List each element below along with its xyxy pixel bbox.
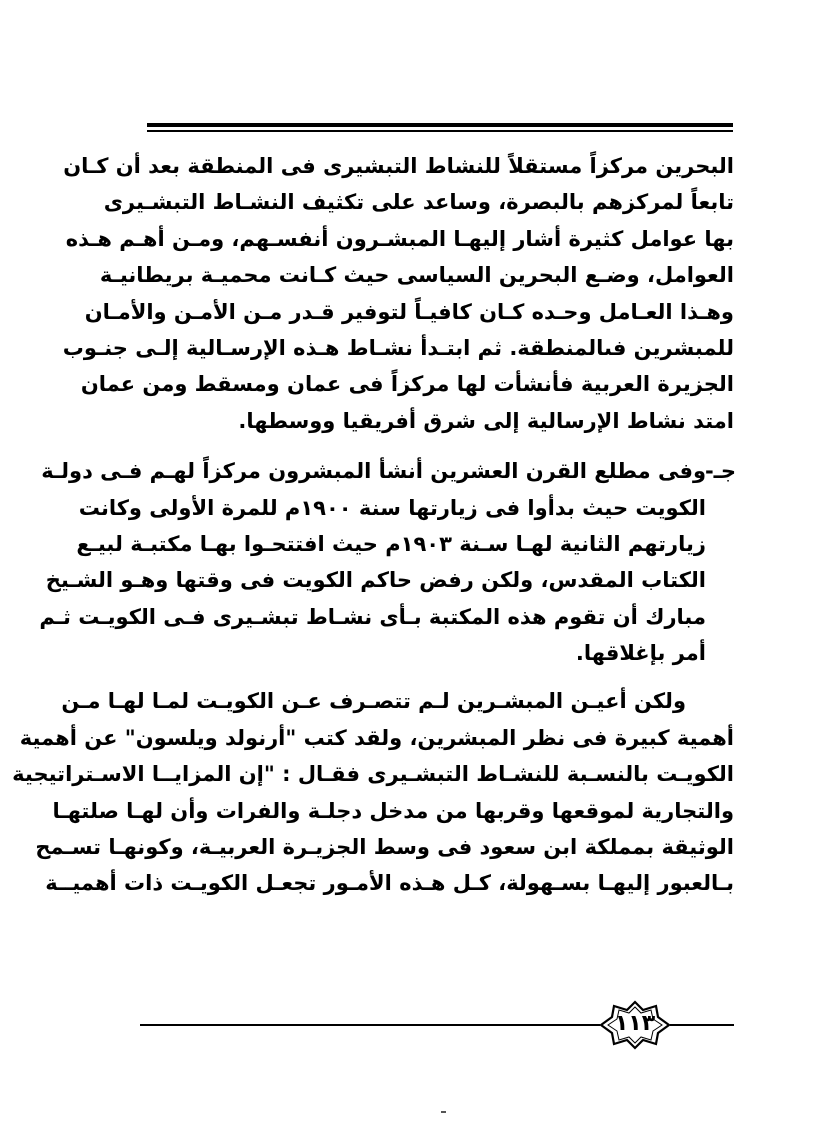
body-text [12, 148, 736, 902]
text-line: وهـذا العـامل وحـده كـان كافيـاً لتوفير قـدر مـن الأمـن والأمـان [84, 299, 734, 324]
text-line: امتد نشاط الإرسالية إلى شرق أفريقيا ووسطها. [238, 408, 734, 433]
text-line: العوامل، وضـع البحرين السياسى حيث كـانت محميـة بريطانيـة [99, 263, 734, 288]
header-rule-thin [147, 130, 733, 132]
text-line: بـالعبور إليهـا بسـهولة، كـل هـذه الأمـور تجعـل الكويـت ذات أهميــة [45, 871, 734, 896]
text-line: الجزيرة العربية فأنشأت لها مركزاً فى عمان ومسقط ومن عمان [80, 372, 734, 397]
text-line: وفى مطلع القرن العشرين أنشأ المبشرون مركزاً لهـم فـى دولـة [41, 459, 706, 484]
scan-speck [441, 1111, 446, 1113]
footer-rule-left [140, 1024, 600, 1026]
text-line: الكتاب المقدس، ولكن رفض حاكم الكويت فى وقتها وهـو الشـيخ [45, 568, 706, 593]
text-line: الكويت حيث بدأوا فى زيارتها سنة ١٩٠٠م للمرة الأولى وكانت [78, 495, 706, 520]
text-line: البحرين مركزاً مستقلاً للنشاط التبشيرى فى المنطقة بعد أن كـان [63, 154, 734, 178]
footer-rule-right [670, 1024, 734, 1026]
text-line: أهمية كبيرة فى نظر المبشرين، ولقد كتب "أرنولد ويلسون" عن أهمية [19, 725, 734, 750]
text-line: تابعاً لمركزهم بالبصرة، وساعد على تكثيف النشـاط التبشـيرى [103, 190, 734, 215]
header-double-rule [147, 123, 733, 133]
page-number: ١١٣ [614, 1011, 656, 1036]
paragraph-3 [12, 683, 734, 901]
text-line: أمر بإغلاقها. [575, 641, 706, 666]
text-line: مبارك أن تقوم هذه المكتبة بـأى نشـاط تبشـيرى فـى الكويـت ثـم [39, 604, 706, 629]
text-line: والتجارية لموقعها وقربها من مدخل دجلـة والفرات وأن لهـا صلتهـا [52, 798, 734, 823]
text-line: زيارتهم الثانية لهـا سـنة ١٩٠٣م حيث افتتحـوا بهـا مكتبـة لبيـع [76, 531, 706, 556]
page-footer [140, 1000, 734, 1050]
text-line: ولكن أعيـن المبشـرين لـم تتصـرف عـن الكويـت لمـا لهـا مـن [61, 689, 686, 714]
paragraph-1 [62, 148, 734, 439]
list-marker: جـ- [704, 459, 736, 484]
text-line: الوثيقة بمملكة ابن سعود فى وسط الجزيـرة العربيـة، وكونهـا تسـمح [35, 835, 734, 860]
page-number-badge [598, 1000, 672, 1050]
text-line: الكويـت بالنسـبة للنشـاط التبشـيرى فقـال : "إن المزايــا الاسـتراتيجية [12, 762, 734, 787]
header-rule-thick [147, 123, 733, 127]
text-line: بها عوامل كثيرة أشار إليهـا المبشـرون أنفسـهم، ومـن أهـم هـذه [65, 226, 734, 251]
paragraph-2 [39, 453, 736, 671]
text-line: للمبشرين فىالمنطقة. ثم ابتـدأ نشـاط هـذه الإرسـالية إلـى جنـوب [62, 335, 734, 360]
